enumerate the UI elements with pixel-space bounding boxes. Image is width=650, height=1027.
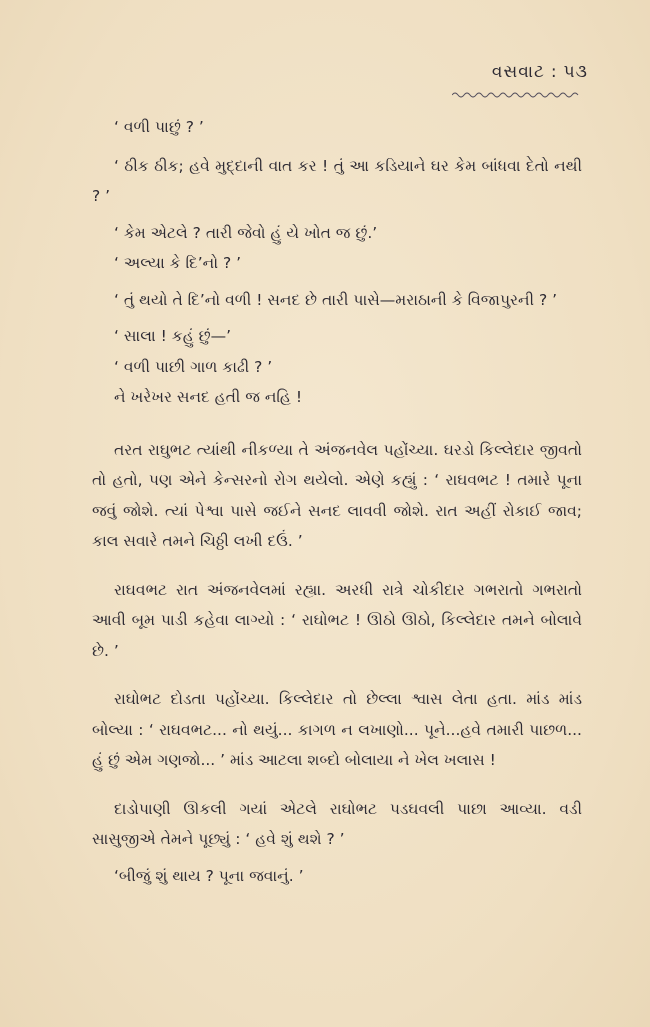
chapter-title: વસવાટ	[491, 62, 545, 82]
dialogue-line: ‘ વળી પાછી ગાળ કાઢી ? ’	[114, 357, 273, 376]
dialogue-line: ‘ કેમ એટલે ? તારી જેવો હું યે ખોત જ છું.’	[114, 223, 378, 242]
running-head	[448, 62, 588, 82]
dialogue-line: ‘ અલ્યા કે દિ’નો ? ’	[114, 254, 242, 272]
body-text	[92, 112, 582, 891]
header-separator: :	[550, 62, 558, 82]
dialogue-line: ‘ ઠીક ઠીક; હવે મુદ્દાની વાત કર ! તું આ કડિયાને ઘર કેમ બાંધવા દેતો નથી ? ’	[92, 156, 582, 205]
narration-line: ને ખરેખર સનદ હતી જ નહિ !	[114, 388, 303, 406]
narration-paragraph: રાઘોભટ દોડતા પહોંચ્યા. કિલ્લેદાર તો છેલ્લા શ્વાસ લેતા હતા. માંડ માંડ બોલ્યા : ‘ રાઘવભટ... નો થયું... કાગળ ન લખાણો... પૂને...હવે તમારી પાછળ... હું છું એમ ગણજો... ’ માંડ આટલા શબ્દો બોલાયા ને ખેલ ખલાસ !	[92, 690, 582, 769]
dialogue-line: ‘બીજું શું થાય ? પૂના જવાનું. ’	[114, 866, 304, 885]
narration-paragraph: તરત રાઘુભટ ત્યાંથી નીકળ્યા તે અંજનવેલ પહોંચ્યા. ઘરડો કિલ્લેદાર જીવતો તો હતો, પણ એને કેન્સરનો રોગ થયેલો. એણે કહ્યું : ‘ રાઘવભટ ! તમારે પૂના જવું જોશે. ત્યાં પેશ્વા પાસે જઈને સનદ લાવવી જોશે. રાત અહીં રોકાઈ જાવ; કાલ સવારે તમને ચિઠ્ઠી લખી દઉં. ’	[92, 440, 582, 550]
dialogue-line: ‘ સાલા ! કહું છું—’	[114, 327, 232, 345]
dialogue-line: ‘ તું થયો તે દિ’નો વળી ! સનદ છે તારી પાસે—મરાઠાની કે વિજાપુરની ? ’	[114, 290, 558, 309]
narration-paragraph: દાડોપાણી ઊકલી ગયાં એટલે રાઘોભટ પડઘવલી પાછા આવ્યા. વડી સાસુજીએ તેમને પૂછ્યું : ‘ હવે શું થશે ? ’	[92, 799, 582, 848]
narration-paragraph: રાઘવભટ રાત અંજનવેલમાં રહ્યા. અરધી રાત્રે ચોકીદાર ગભરાતો ગભરાતો આવી બૂમ પાડી કહેવા લાગ્યો : ‘ રાઘોભટ ! ઊઠો ઊઠો, કિલ્લેદાર તમને બોલાવે છે. ’	[92, 580, 582, 660]
dialogue-line: ‘ વળી પાછું ? ’	[114, 118, 204, 136]
page-number: પ૩	[563, 62, 588, 82]
decorative-wave-rule	[452, 90, 582, 100]
